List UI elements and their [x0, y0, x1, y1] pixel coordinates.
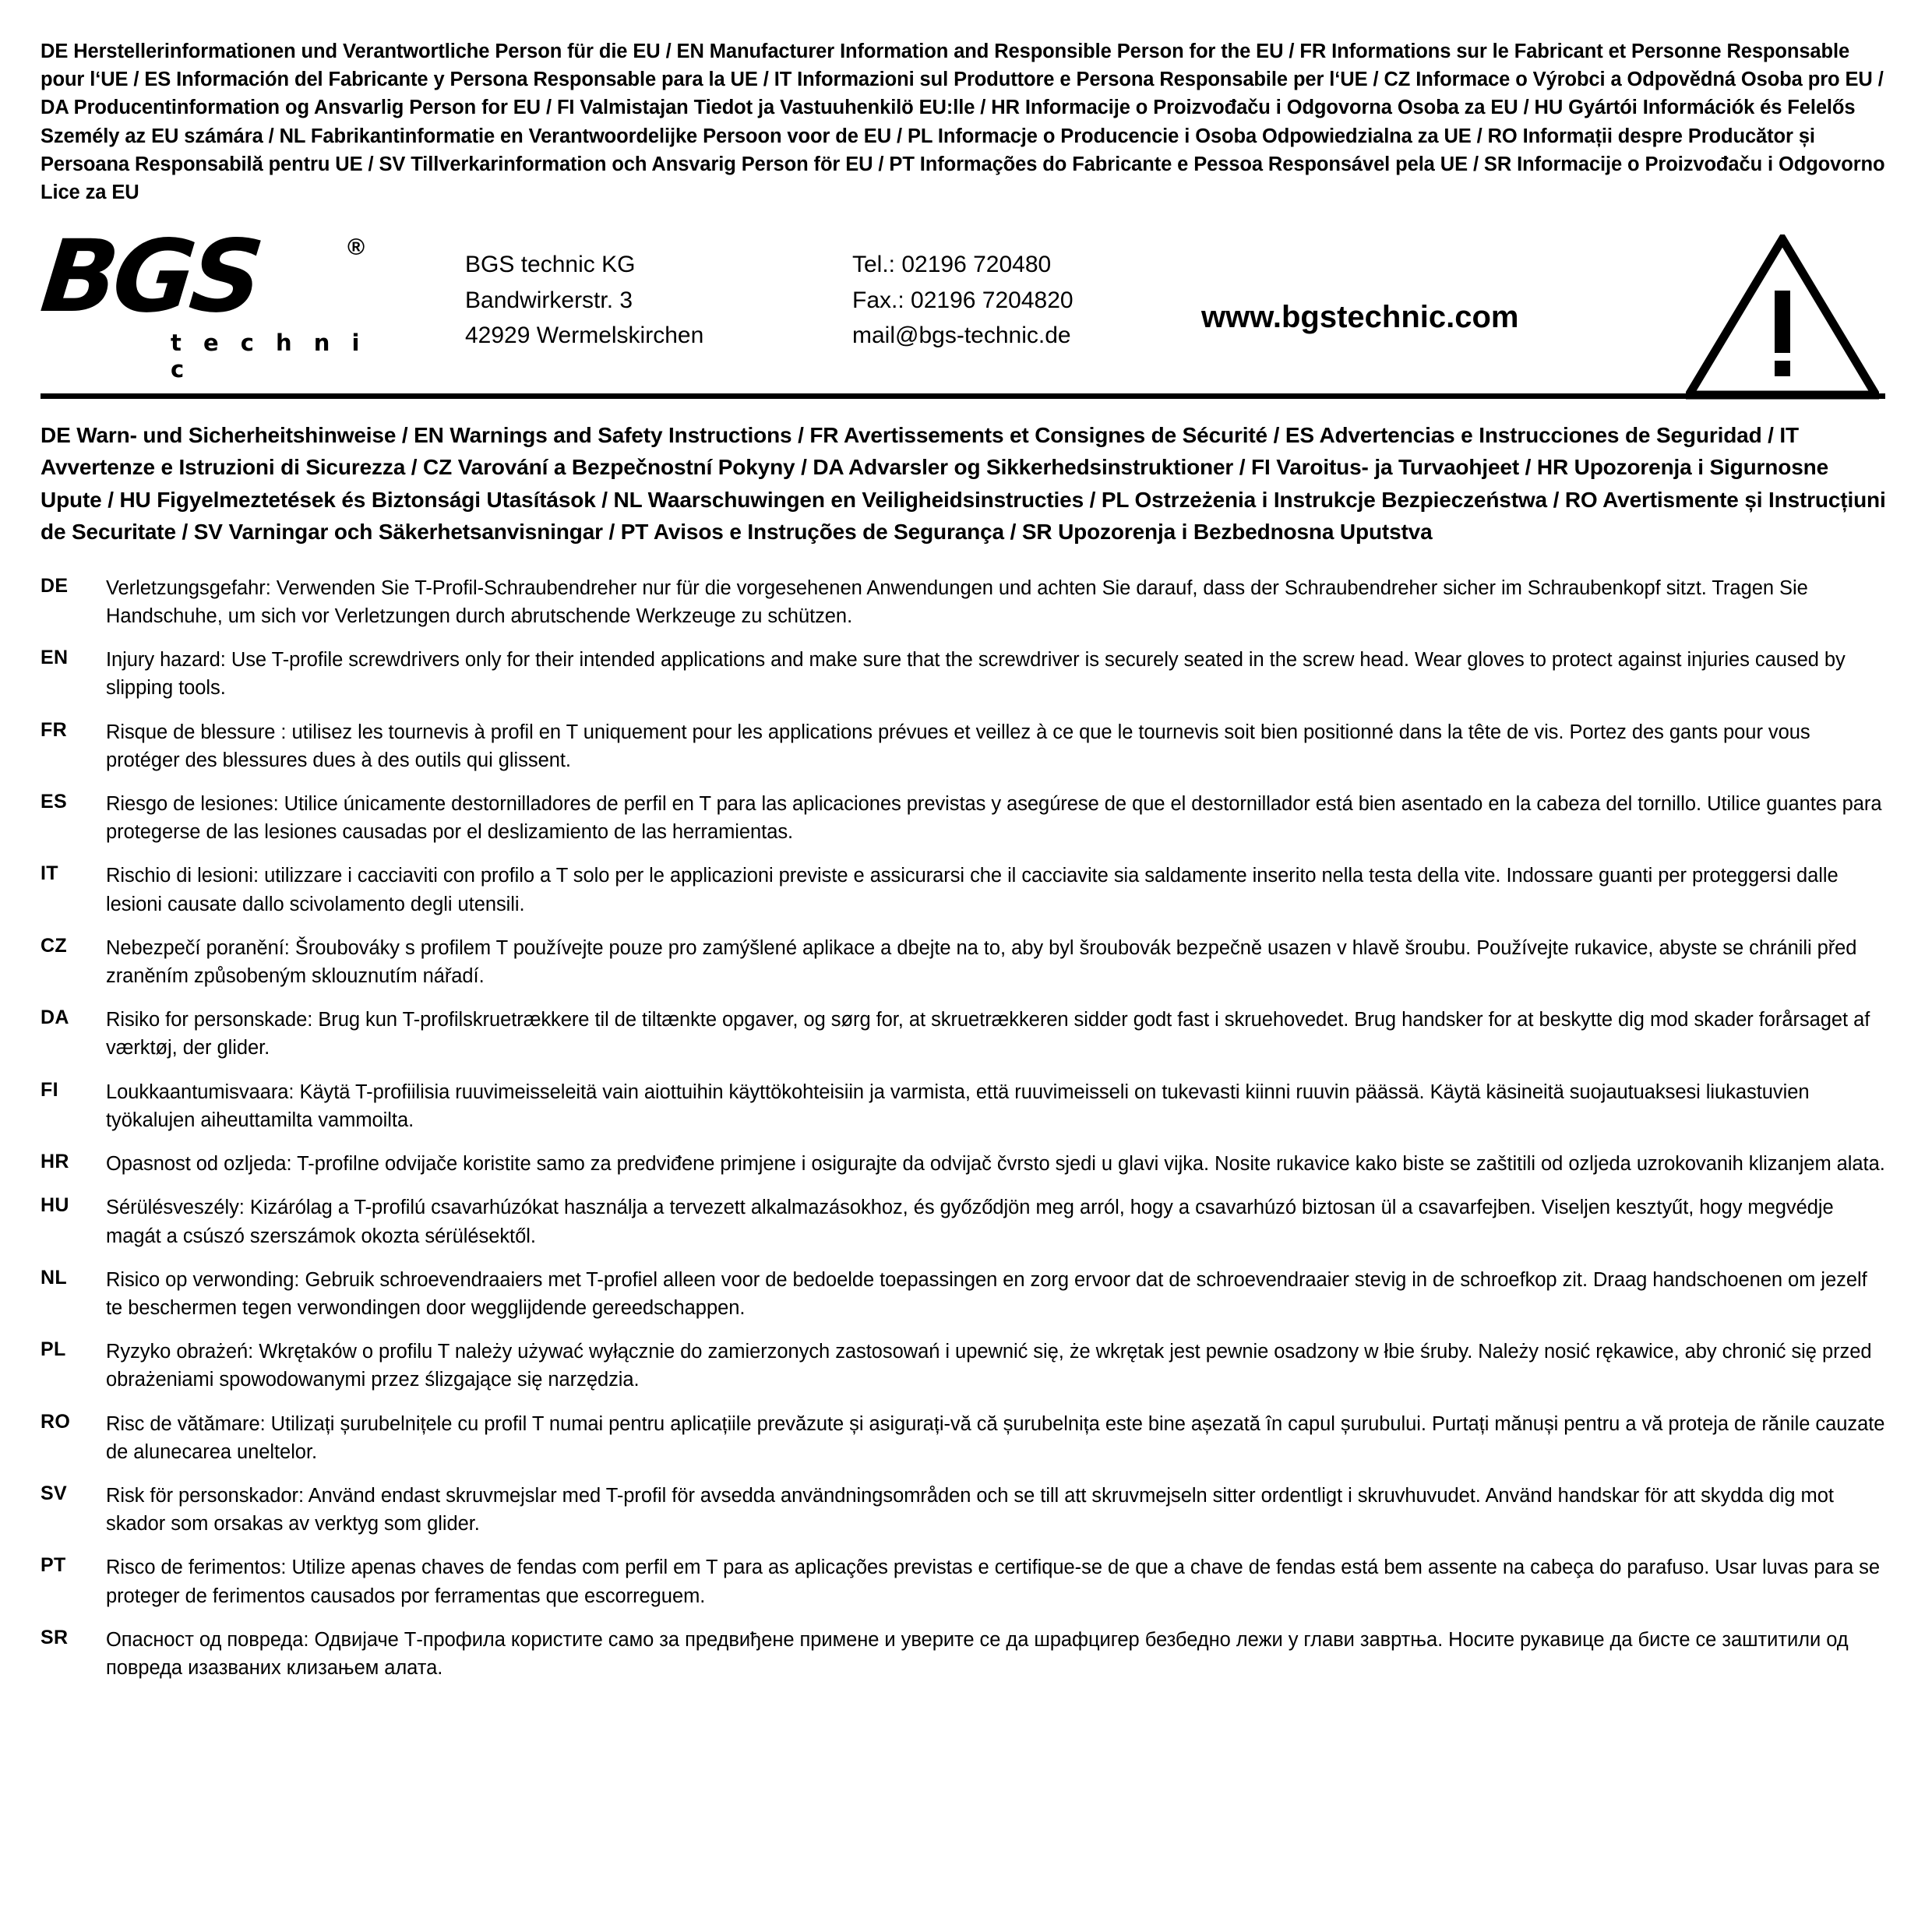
instruction-text: Ryzyko obrażeń: Wkrętaków o profilu T należy używać wyłącznie do zamierzonych zastosowań i upewnić się, że wkrętak jest pewnie osadzony w łbie śruby. Należy nosić rękawice, aby chronić się przed obrażeniami spowodowanymi przez ślizgające się narzędzia.: [106, 1341, 1872, 1391]
list-item: [41, 1410, 1888, 1466]
instruction-text: Опасност од повреда: Одвијаче Т-профила користите само за предвиђене примене и уверите се да шрафцигер безбедно лежи у глави завртња. Носите рукавице да бисте се заштитили од повреда изазваних клизањем алата.: [106, 1628, 1849, 1679]
company-address: [465, 247, 703, 354]
instruction-text: Opasnost od ozljeda: T-profilne odvijače koristite samo za predviđene primjene i osigurajte da odvijač čvrsto sjedi u glavi vijka. Nosite rukavice kako biste se zaštitili od ozljeda uzrokovanih klizanjem alata.: [106, 1153, 1885, 1176]
logo-subtitle: t e c h n i c: [171, 330, 367, 383]
language-code: IT: [41, 862, 58, 885]
language-code: CZ: [41, 934, 67, 957]
instruction-text: Verletzungsgefahr: Verwenden Sie T-Profil-Schraubendreher nur für die vorgesehenen Anwendungen und achten Sie darauf, dass der Schraubendreher sicher im Schraubenkopf sitzt. Tragen Sie Handschuhe, um sich vor Verletzungen durch abrutschende Werkzeuge zu schützen.: [106, 576, 1808, 628]
safety-instructions-heading: DE Warn- und Sicherheitshinweise / EN Warnings and Safety Instructions / FR Avertissements et Consignes de Sécurité / ES Advertencias e Instrucciones de Seguridad / IT Avvertenze e Istruzioni di Sicurezza / CZ Varování a Bezpečnostní Pokyny / DA Advarsler og Sikkerhedsinstruktioner / FI Varoitus- ja Turvaohjeet / HR Upozorenja i Sigurnosne Upute / HU Figyelmeztetések és Biztonsági Utasítások / NL Waarschuwingen en Veiligheidsinstructies / PL Ostrzeżenia i Instrukcje Bezpieczeństwa / RO Avertismente și Instrucțiuni de Securitate / SV Varningar och Säkerhetsanvisningar / PT Avisos e Instruções de Segurança / SR Upozorenja i Bezbednosna Uputstva: [41, 423, 1886, 544]
instruction-text: Risico op verwonding: Gebruik schroevendraaiers met T-profiel alleen voor de bedoelde toepassingen en zorg ervoor dat de schroevendraaier stevig in de schroefkop zit. Draag handschoenen om jezelf te beschermen tegen verwondingen door wegglijdende gereedschappen.: [106, 1268, 1867, 1319]
language-code: NL: [41, 1266, 67, 1289]
language-code: DA: [41, 1007, 69, 1029]
list-item: [41, 1150, 1888, 1178]
language-code: PT: [41, 1554, 66, 1577]
company-website: www.bgstechnic.com: [1201, 300, 1519, 335]
language-code: HR: [41, 1151, 69, 1173]
instruction-text: Risk för personskador: Använd endast skruvmejslar med T-profil för avsedda användningsområden och se till att skruvmejseln sitter ordentligt i skruvhuvudet. Använd handskar för att skydda dig mot skador som orsakas av verktyg som glider.: [106, 1484, 1834, 1535]
instruction-text: Risque de blessure : utilisez les tournevis à profil en T uniquement pour les applications prévues et veillez à ce que le tournevis soit bien positionné dans la tête de vis. Portez des gants pour vous protéger des blessures dues à des outils qui glissent.: [106, 721, 1810, 771]
language-code: SR: [41, 1626, 69, 1648]
list-item: [41, 1006, 1888, 1062]
instructions-list: [41, 574, 1888, 1682]
list-item: [41, 1193, 1888, 1250]
instruction-text: Sérülésveszély: Kizárólag a T-profilú csavarhúzókat használja a tervezett alkalmazásokhoz, és győződjön meg arról, hogy a csavarhúzó biztosan ül a csavarfejben. Viseljen kesztyűt, hogy megvédje magát a csúszó szerszámok okozta sérülésektől.: [106, 1197, 1834, 1247]
language-code: FI: [41, 1078, 58, 1101]
instruction-text: Risc de vătămare: Utilizați șurubelnițele cu profil T numai pentru aplicațiile prevăzute și asigurați-vă că șurubelnița este bine așezată în capul șurubului. Purtați mănuși pentru a vă proteja de rănile cauzate de alunecarea uneltelor.: [106, 1412, 1885, 1463]
instruction-text: Loukkaantumisvaara: Käytä T-profiilisia ruuvimeisseleitä vain aiottuihin käyttökohteisiin ja varmista, että ruuvimeisseli on tukevasti kiinni ruuvin päässä. Käytä käsineitä suojautuaksesi liukastuvien työkalujen aiheuttamilta vammoilta.: [106, 1081, 1810, 1131]
list-item: [41, 1553, 1888, 1609]
company-street: Bandwirkerstr. 3: [465, 287, 633, 313]
company-contact: [852, 247, 1074, 354]
bgs-logo: [36, 219, 369, 383]
instruction-text: Risiko for personskade: Brug kun T-profilskruetrækkere til de tiltænkte opgaver, og sørg for, at skruetrækkeren sidder godt fast i skruehovedet. Brug handsker for at beskytte dig mod skader forårsaget af værktøj, der glider.: [106, 1009, 1870, 1059]
company-city: 42929 Wermelskirchen: [465, 323, 704, 349]
language-code: EN: [41, 647, 69, 669]
company-name: BGS technic KG: [465, 252, 636, 278]
list-item: [41, 1078, 1888, 1134]
list-item: [41, 646, 1888, 702]
registered-trademark-icon: ®: [347, 234, 365, 261]
company-fax: Fax.: 02196 7204820: [852, 287, 1074, 313]
instruction-text: Risco de ferimentos: Utilize apenas chaves de fendas com perfil em T para as aplicações previstas e certifique-se de que a chave de fendas está bem assente na cabeça do parafuso. Usar luvas para se proteger de ferimentos causados por ferramentas que escorreguem.: [106, 1557, 1880, 1607]
list-item: [41, 862, 1888, 918]
language-code: RO: [41, 1410, 71, 1433]
warning-triangle-icon: [1686, 234, 1879, 400]
list-item: [41, 718, 1888, 774]
company-band: [36, 219, 1885, 399]
list-item: [41, 934, 1888, 990]
language-code: SV: [41, 1482, 67, 1504]
instruction-text: Injury hazard: Use T-profile screwdrivers only for their intended applications and make sure that the screwdriver is securely seated in the screw head. Wear gloves to protect against injuries caused by slipping tools.: [106, 649, 1846, 700]
list-item: [41, 574, 1888, 630]
language-code: ES: [41, 791, 67, 813]
language-code: DE: [41, 574, 69, 597]
instruction-text: Riesgo de lesiones: Utilice únicamente destornilladores de perfil en T para las aplicaciones previstas y asegúrese de que el destornillador está bien asentado en la cabeza del tornillo. Utilice guantes para protegerse de las lesiones causadas por el deslizamiento de las herramientas.: [106, 793, 1882, 844]
list-item: [41, 790, 1888, 846]
list-item: [41, 1626, 1888, 1682]
instruction-text: Rischio di lesioni: utilizzare i cacciaviti con profilo a T solo per le applicazioni previste e assicurarsi che il cacciavite sia saldamente inserito nella testa della vite. Indossare guanti per proteggersi dalle lesioni causate dallo scivolamento degli utensili.: [106, 865, 1839, 915]
instruction-text: Nebezpečí poranění: Šroubováky s profilem T používejte pouze pro zamýšlené aplikace a dbejte na to, aby byl šroubovák bezpečně usazen v hlavě šroubu. Používejte rukavice, abyste se chránili před zraněním způsobeným sklouznutím nářadí.: [106, 936, 1857, 988]
logo-wordmark: BGS: [36, 219, 264, 336]
language-code: FR: [41, 718, 67, 741]
language-code: PL: [41, 1338, 66, 1361]
language-code: HU: [41, 1194, 69, 1217]
manufacturer-info-heading: DE Herstellerinformationen und Verantwortliche Person für die EU / EN Manufacturer Information and Responsible Person for the EU / FR Informations sur le Fabricant et Personne Responsable pour l‘UE / ES Información del Fabricante y Persona Responsable para la UE / IT Informazioni sul Produttore e Persona Responsabile per l‘UE / CZ Informace o Výrobci a Odpovědná Osoba pro EU / DA Producentinformation og Ansvarlig Person for EU / FI Valmistajan Tiedot ja Vastuuhenkilö EU:lle / HR Informacije o Proizvođaču i Odgovorna Osoba za EU / HU Gyártói Információk és Felelős Személy az EU számára / NL Fabrikantinformatie en Verantwoordelijke Persoon voor de EU / PL Informacje o Producencie i Osoba Odpowiedzialna za UE / RO Informații despre Producător și Persoana Responsabilă pentru UE / SV Tillverkarinformation och Ansvarig Person för EU / PT Informações do Fabricante e Pessoa Responsável pela UE / SR Informacije o Proizvođaču i Odgovorno Lice za EU: [41, 41, 1885, 204]
company-email: mail@bgs-technic.de: [852, 323, 1071, 349]
list-item: [41, 1482, 1888, 1538]
list-item: [41, 1338, 1888, 1394]
company-telephone: Tel.: 02196 720480: [852, 252, 1052, 278]
list-item: [41, 1266, 1888, 1322]
